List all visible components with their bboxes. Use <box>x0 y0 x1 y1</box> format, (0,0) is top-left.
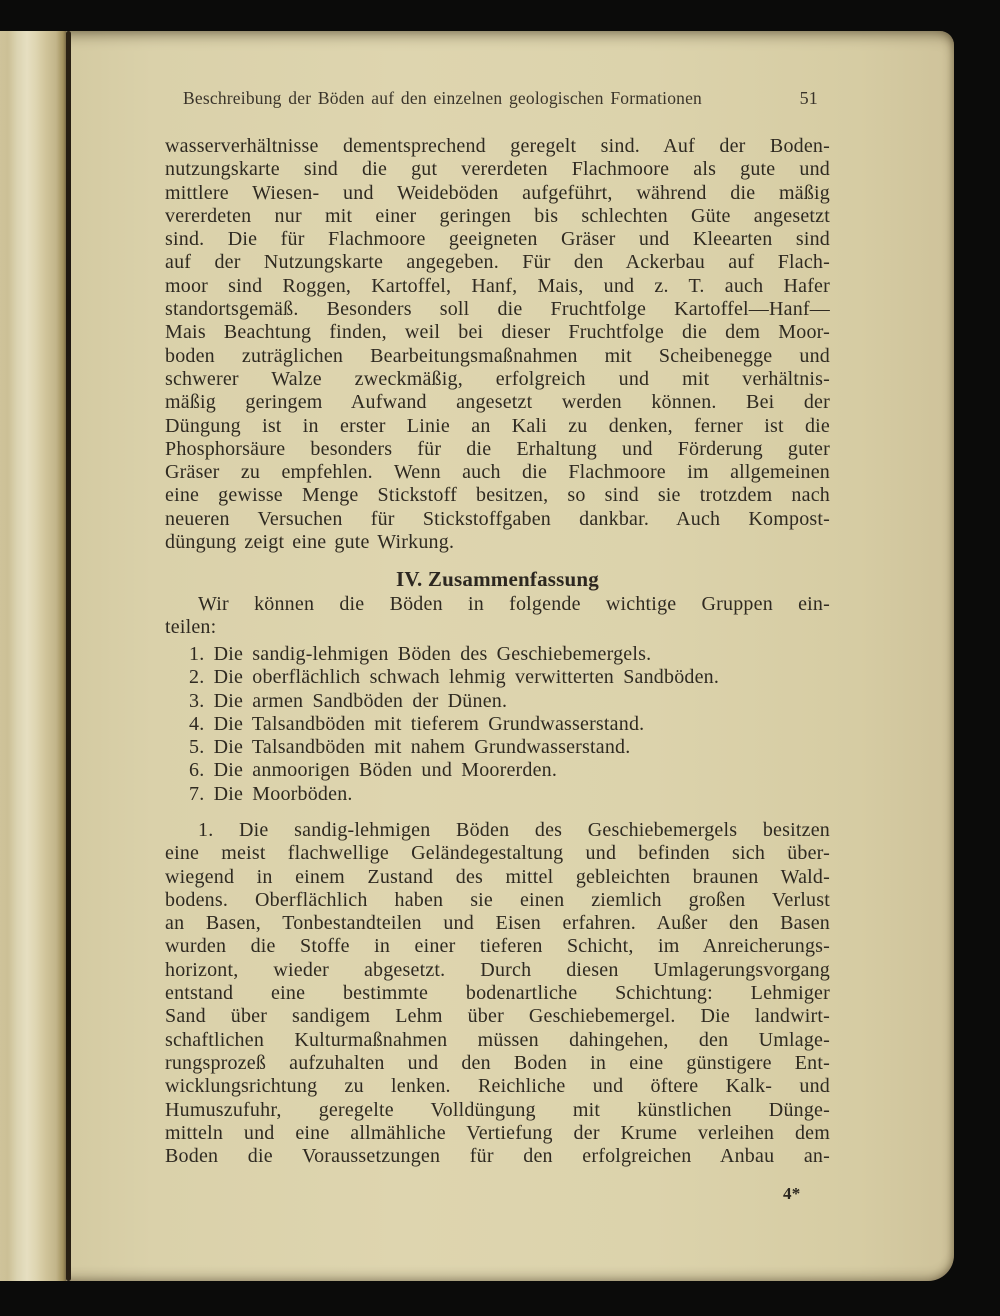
text-line: 4. Die Talsandböden mit tieferem Grundwasserstand. <box>189 712 645 735</box>
text-line: 1. Die sandig-lehmigen Böden des Geschiebemergels besitzen <box>198 819 830 841</box>
text-line: horizont, wieder abgesetzt. Durch diesen Umlagerungsvorgang <box>165 958 830 981</box>
text-line: 1. Die sandig-lehmigen Böden des Geschiebemergels. <box>189 643 652 665</box>
text-line: an Basen, Tonbestandteilen und Eisen erfahren. Außer den Basen <box>165 912 830 935</box>
text-line: Humuszufuhr, geregelte Volldüngung mit künstlichen Dünge- <box>165 1098 830 1121</box>
text-line: 7. Die Moorböden. <box>189 782 353 805</box>
text-line: mitteln und eine allmähliche Vertiefung der Krume verleihen dem <box>165 1121 830 1144</box>
text-line: eine gewisse Menge Stickstoff besitzen, so sind sie trotzdem nach <box>165 484 830 507</box>
text-line: 2. Die oberflächlich schwach lehmig verwitterten Sandböden. <box>189 666 720 689</box>
text-line: 6. Die anmoorigen Böden und Moorerden. <box>189 759 558 782</box>
text-line: schaftlichen Kulturmaßnahmen müssen dahingehen, den Umlage- <box>165 1028 830 1051</box>
text-line: moor sind Roggen, Kartoffel, Hanf, Mais, und z. T. auch Hafer <box>165 274 830 297</box>
text-line: sind. Die für Flachmoore geeigneten Gräser und Kleearten sind <box>165 228 830 251</box>
text-line: mäßig geringem Aufwand angesetzt werden können. Bei der <box>165 391 830 414</box>
text-line: wicklungsrichtung zu lenken. Reichliche und öftere Kalk- und <box>165 1075 830 1098</box>
text-line: boden zuträglichen Bearbeitungsmaßnahmen mit Scheibenegge und <box>165 344 830 367</box>
text-line: standortsgemäß. Besonders soll die Fruchtfolge Kartoffel—Hanf— <box>165 298 830 321</box>
text-line: Mais Beachtung finden, weil bei dieser Fruchtfolge die dem Moor- <box>165 321 830 344</box>
text-line: wasserverhältnisse dementsprechend geregelt sind. Auf der Boden- <box>165 135 830 157</box>
text-line: Sand über sandigem Lehm über Geschiebemergel. Die landwirt- <box>165 1005 830 1028</box>
signature-mark: 4* <box>783 1184 801 1203</box>
text-line: teilen: <box>165 616 217 639</box>
text-line: Gräser zu empfehlen. Wenn auch die Flachmoore im allgemeinen <box>165 461 830 484</box>
paragraph-flachmoor-continuation <box>165 135 830 554</box>
text-line: auf der Nutzungskarte angegeben. Für den Ackerbau auf Flach- <box>165 251 830 274</box>
binding-gutter <box>66 31 71 1281</box>
paragraph-intro <box>165 593 830 640</box>
paragraph-group-one <box>165 819 830 1168</box>
text-line: nutzungskarte sind die gut vererdeten Flachmoore als gute und <box>165 158 830 181</box>
page-number: 51 <box>799 88 818 108</box>
text-line: rungsprozeß aufzuhalten und den Boden in eine günstigere Ent- <box>165 1051 830 1074</box>
soil-groups-list <box>165 643 830 806</box>
text-line: vererdeten nur mit einer geringen bis schlechten Güte angesetzt <box>165 204 830 227</box>
running-header-title: Beschreibung der Böden auf den einzelnen geologischen Formationen <box>183 88 703 108</box>
text-line: schwerer Walze zweckmäßig, erfolgreich und mit verhältnis- <box>165 367 830 390</box>
text-line: wurden die Stoffe in einer tieferen Schicht, im Anreicherungs- <box>165 935 830 958</box>
text-line: bodens. Oberflächlich haben sie einen ziemlich großen Verlust <box>165 888 830 911</box>
book-page <box>0 31 954 1281</box>
text-line: neueren Versuchen für Stickstoffgaben dankbar. Auch Kompost- <box>165 507 830 530</box>
section-heading: IV. Zusammenfassung <box>396 567 599 591</box>
running-header <box>165 88 830 109</box>
text-line: Phosphorsäure besonders für die Erhaltung und Förderung guter <box>165 437 830 460</box>
text-line: wiegend in einem Zustand des mittel gebleichten braunen Wald- <box>165 865 830 888</box>
text-line: entstand eine bestimmte bodenartliche Schichtung: Lehmiger <box>165 982 830 1005</box>
text-line: Wir können die Böden in folgende wichtige Gruppen ein- <box>198 593 830 615</box>
text-line: mittlere Wiesen- und Weideböden aufgeführt, während die mäßig <box>165 181 830 204</box>
text-line: 3. Die armen Sandböden der Dünen. <box>189 689 508 712</box>
page-content <box>165 31 830 1281</box>
text-line: Boden die Voraussetzungen für den erfolgreichen Anbau an- <box>165 1145 830 1168</box>
text-line: 5. Die Talsandböden mit nahem Grundwasserstand. <box>189 736 631 759</box>
text-line: eine meist flachwellige Geländegestaltung und befinden sich über- <box>165 842 830 865</box>
page-edge-strip <box>0 31 66 1281</box>
text-line: düngung zeigt eine gute Wirkung. <box>165 531 455 554</box>
text-line: Düngung ist in erster Linie an Kali zu denken, ferner ist die <box>165 414 830 437</box>
